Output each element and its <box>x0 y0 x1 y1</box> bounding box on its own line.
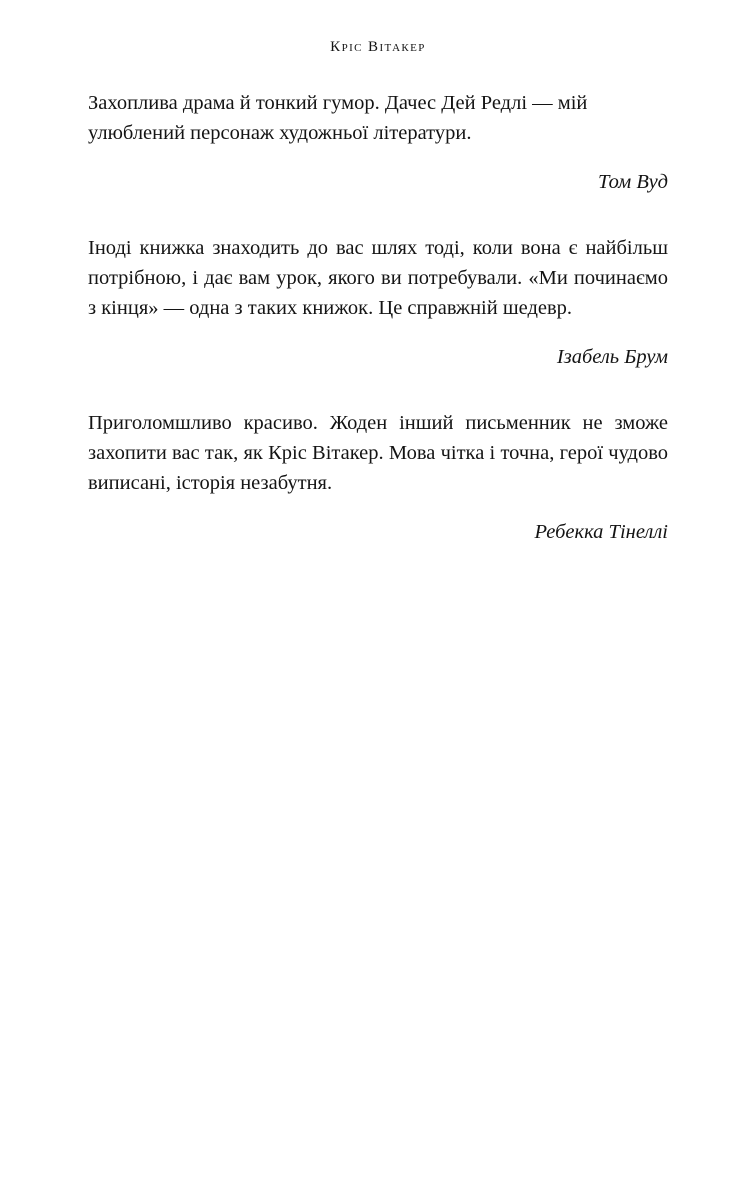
blurb-text: Приголомшливо красиво. Жоден інший письменник не зможе захопити вас так, як Кріс Вітакер. Мова чітка і точна, герої чудово виписані, історія незабутня. <box>88 412 668 494</box>
blurb-entry <box>88 408 668 547</box>
running-head: Кріс Вітакер <box>330 39 426 55</box>
blurb-entry <box>88 88 668 197</box>
blurb-attribution: Ізабель Брум <box>556 346 668 368</box>
blurbs-text-block <box>88 88 668 547</box>
blurb-text: Іноді книжка знаходить до вас шлях тоді, коли вона є найбільш потрібною, і дає вам урок, якого ви потребували. «Ми починаємо з кінця» — одна з таких книжок. Це справжній шедевр. <box>88 237 668 319</box>
blurb-text: Захоплива драма й тонкий гумор. Дачес Дей Редлі — мій улюблений персонаж художньої літератури. <box>88 92 588 144</box>
blurb-entry <box>88 233 668 372</box>
blurb-attribution: Ребекка Тінеллі <box>534 521 668 543</box>
blurb-attribution: Том Вуд <box>598 171 668 193</box>
